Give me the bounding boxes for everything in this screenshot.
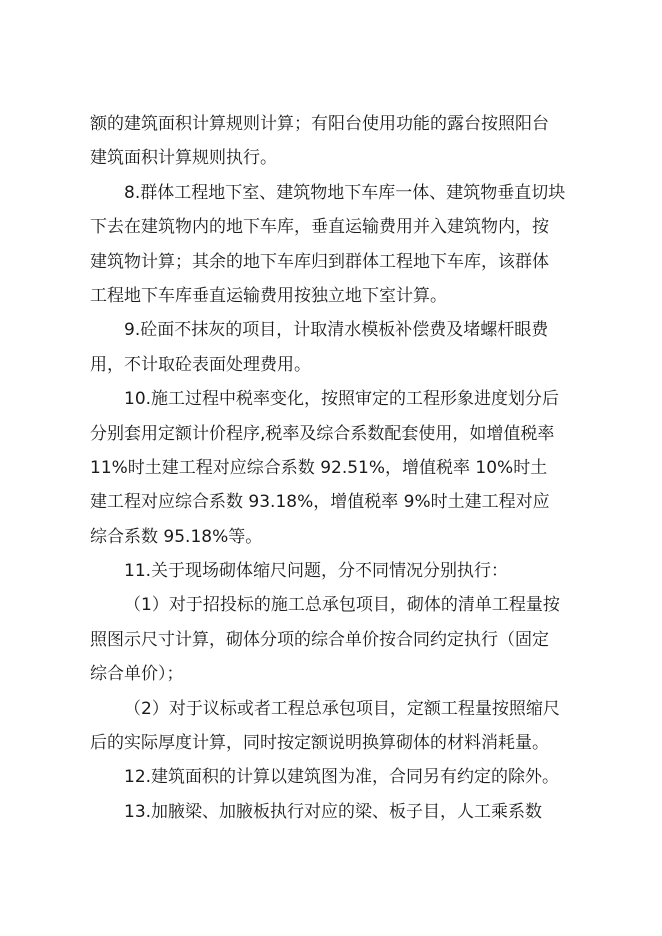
paragraph-13 bbox=[90, 795, 580, 829]
paragraph-11-item-1 bbox=[90, 588, 580, 691]
text-line: 建工程对应综合系数 93.18%，增值税率 9%时土建工程对应 bbox=[90, 492, 550, 513]
text-line: 建筑面积计算规则执行。 bbox=[90, 148, 277, 169]
paragraph-9 bbox=[90, 313, 580, 382]
text-line: 11.关于现场砌体缩尺问题，分不同情况分别执行： bbox=[124, 561, 509, 582]
text-line: 8.群体工程地下室、建筑物地下车库一体、建筑物垂直切块 bbox=[124, 182, 566, 203]
text-line: 综合单价）； bbox=[90, 664, 184, 685]
text-line: （1）对于招投标的施工总承包项目，砌体的清单工程量按 bbox=[124, 595, 560, 616]
text-line: 综合系数 95.18%等。 bbox=[90, 526, 263, 547]
paragraph-8 bbox=[90, 176, 580, 314]
text-line: 建筑物计算；其余的地下车库归到群体工程地下车库，该群体 bbox=[90, 251, 549, 272]
paragraph-12 bbox=[90, 760, 580, 794]
text-line: 9.砼面不抹灰的项目，计取清水模板补偿费及堵螺杆眼费 bbox=[124, 320, 549, 341]
text-line: 工程地下车库垂直运输费用按独立地下室计算。 bbox=[90, 285, 447, 306]
text-line: 11%时土建工程对应综合系数 92.51%，增值税率 10%时土 bbox=[90, 457, 548, 478]
document-body bbox=[90, 107, 580, 829]
text-line: 后的实际厚度计算，同时按定额说明换算砌体的材料消耗量。 bbox=[90, 733, 549, 754]
text-line: 用，不计取砼表面处理费用。 bbox=[90, 354, 311, 375]
text-line: 分别套用定额计价程序,税率及综合系数配套使用，如增值税率 bbox=[90, 423, 555, 444]
text-line: 照图示尺寸计算，砌体分项的综合单价按合同约定执行（固定 bbox=[90, 629, 549, 650]
text-line: 13.加腋梁、加腋板执行对应的梁、板子目，人工乘系数 bbox=[124, 801, 543, 822]
paragraph-continuation bbox=[90, 107, 580, 176]
text-line: 10.施工过程中税率变化，按照审定的工程形象进度划分后 bbox=[124, 389, 560, 410]
paragraph-11 bbox=[90, 554, 580, 588]
text-line: （2）对于议标或者工程总承包项目，定额工程量按照缩尺 bbox=[124, 698, 560, 719]
text-line: 额的建筑面积计算规则计算；有阳台使用功能的露台按照阳台 bbox=[90, 114, 549, 134]
text-line: 下去在建筑物内的地下车库，垂直运输费用并入建筑物内，按 bbox=[90, 217, 549, 238]
paragraph-11-item-2 bbox=[90, 692, 580, 761]
paragraph-10 bbox=[90, 382, 580, 554]
text-line: 12.建筑面积的计算以建筑图为准，合同另有约定的除外。 bbox=[124, 767, 560, 788]
